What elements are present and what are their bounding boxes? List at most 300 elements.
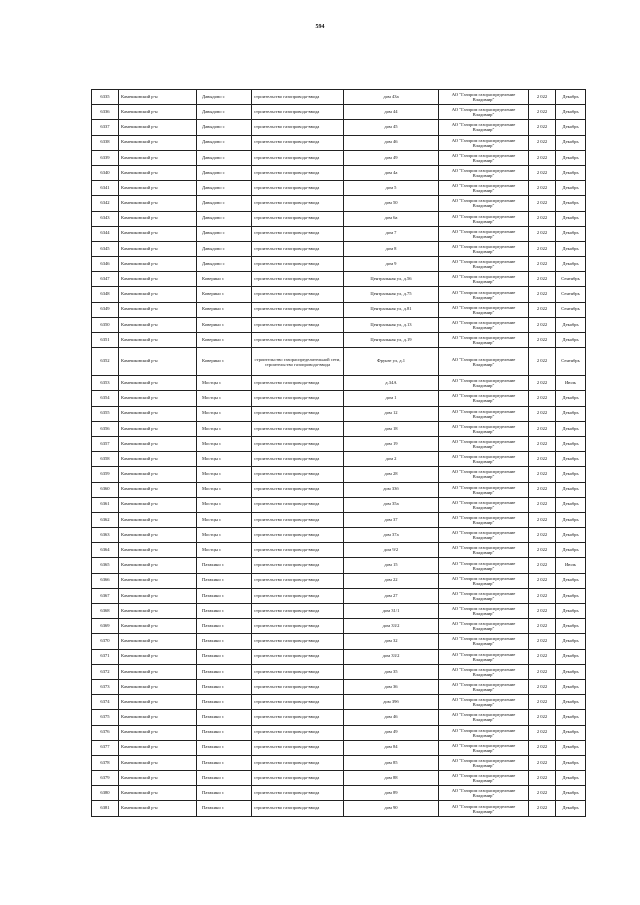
address-cell: дом 37 <box>344 512 439 527</box>
month-cell: Декабрь <box>556 664 586 679</box>
work-type-cell: строительство газопровода-ввода <box>252 391 344 406</box>
table-row <box>92 512 586 527</box>
month-cell: Декабрь <box>556 649 586 664</box>
address-cell: дом 31/1 <box>344 604 439 619</box>
work-type-cell: строительство газопровода-ввода <box>252 634 344 649</box>
work-type-cell: строительство газопровода-ввода <box>252 181 344 196</box>
month-cell: Сентябрь <box>556 272 586 287</box>
work-type-cell: строительство газопровода-ввода <box>252 786 344 801</box>
table-row <box>92 150 586 165</box>
month-cell: Декабрь <box>556 165 586 180</box>
organization-cell: АО "Газпром газораспределение Владимир" <box>439 634 529 649</box>
organization-cell: АО "Газпром газораспределение Владимир" <box>439 588 529 603</box>
organization-cell: АО "Газпром газораспределение Владимир" <box>439 679 529 694</box>
year-cell: 2 022 <box>529 710 556 725</box>
table-row <box>92 348 586 376</box>
organization-cell: АО "Газпром газораспределение Владимир" <box>439 558 529 573</box>
organization-cell: АО "Газпром газораспределение Владимир" <box>439 771 529 786</box>
row-number: 6365 <box>92 558 119 573</box>
work-type-cell: строительство газопровода-ввода <box>252 619 344 634</box>
table-row <box>92 543 586 558</box>
year-cell: 2 022 <box>529 211 556 226</box>
locality-cell: Мостцы с <box>197 421 252 436</box>
locality-cell: Патакино с <box>197 740 252 755</box>
table-row <box>92 391 586 406</box>
district-cell: Камешковский р-н <box>119 348 197 376</box>
work-type-cell: строительство газопровода-ввода <box>252 649 344 664</box>
row-number: 6367 <box>92 588 119 603</box>
address-cell: дом 18 <box>344 421 439 436</box>
month-cell: Декабрь <box>556 679 586 694</box>
work-type-cell: строительство газопровода-ввода <box>252 211 344 226</box>
month-cell: Сентябрь <box>556 302 586 317</box>
address-cell: дом 9/2 <box>344 543 439 558</box>
table-row <box>92 226 586 241</box>
work-type-cell: строительство газопровода-ввода <box>252 302 344 317</box>
organization-cell: АО "Газпром газораспределение Владимир" <box>439 196 529 211</box>
year-cell: 2 022 <box>529 482 556 497</box>
address-cell: дом 6а <box>344 211 439 226</box>
work-type-cell: строительство газопровода-ввода <box>252 679 344 694</box>
locality-cell: Патакино с <box>197 801 252 816</box>
organization-cell: АО "Газпром газораспределение Владимир" <box>439 376 529 391</box>
locality-cell: Давыдово с <box>197 150 252 165</box>
organization-cell: АО "Газпром газораспределение Владимир" <box>439 452 529 467</box>
organization-cell: АО "Газпром газораспределение Владимир" <box>439 150 529 165</box>
row-number: 6376 <box>92 725 119 740</box>
table-row <box>92 679 586 694</box>
organization-cell: АО "Газпром газораспределение Владимир" <box>439 436 529 451</box>
table-row <box>92 710 586 725</box>
work-type-cell: строительство газораспределительной сети, строительство газопровода-ввода <box>252 348 344 376</box>
row-number: 6337 <box>92 120 119 135</box>
work-type-cell: строительство газопровода-ввода <box>252 528 344 543</box>
address-cell: дом 90 <box>344 801 439 816</box>
district-cell: Камешковский р-н <box>119 287 197 302</box>
row-number: 6372 <box>92 664 119 679</box>
locality-cell: Мостцы с <box>197 467 252 482</box>
registry-body <box>92 90 586 817</box>
year-cell: 2 022 <box>529 543 556 558</box>
locality-cell: Мостцы с <box>197 436 252 451</box>
month-cell: Декабрь <box>556 482 586 497</box>
table-row <box>92 801 586 816</box>
table-row <box>92 649 586 664</box>
month-cell: Декабрь <box>556 226 586 241</box>
address-cell: дом 33/2 <box>344 619 439 634</box>
organization-cell: АО "Газпром газораспределение Владимир" <box>439 120 529 135</box>
year-cell: 2 022 <box>529 588 556 603</box>
table-row <box>92 317 586 332</box>
year-cell: 2 022 <box>529 105 556 120</box>
row-number: 6360 <box>92 482 119 497</box>
month-cell: Декабрь <box>556 573 586 588</box>
address-cell: дом 22 <box>344 573 439 588</box>
locality-cell: Патакино с <box>197 710 252 725</box>
work-type-cell: строительство газопровода-ввода <box>252 436 344 451</box>
year-cell: 2 022 <box>529 135 556 150</box>
address-cell: дом 33/2 <box>344 649 439 664</box>
year-cell: 2 022 <box>529 452 556 467</box>
locality-cell: Мостцы с <box>197 406 252 421</box>
year-cell: 2 022 <box>529 786 556 801</box>
locality-cell: Патакино с <box>197 588 252 603</box>
work-type-cell: строительство газопровода-ввода <box>252 497 344 512</box>
locality-cell: Коверино с <box>197 333 252 348</box>
organization-cell: АО "Газпром газораспределение Владимир" <box>439 241 529 256</box>
month-cell: Декабрь <box>556 725 586 740</box>
table-row <box>92 272 586 287</box>
row-number: 6347 <box>92 272 119 287</box>
locality-cell: Патакино с <box>197 664 252 679</box>
work-type-cell: строительство газопровода-ввода <box>252 421 344 436</box>
table-row <box>92 287 586 302</box>
address-cell: дом 19 <box>344 436 439 451</box>
row-number: 6353 <box>92 376 119 391</box>
page-number: 594 <box>315 24 325 30</box>
year-cell: 2 022 <box>529 421 556 436</box>
row-number: 6336 <box>92 105 119 120</box>
district-cell: Камешковский р-н <box>119 497 197 512</box>
table-row <box>92 376 586 391</box>
organization-cell: АО "Газпром газораспределение Владимир" <box>439 421 529 436</box>
organization-cell: АО "Газпром газораспределение Владимир" <box>439 528 529 543</box>
month-cell: Декабрь <box>556 604 586 619</box>
organization-cell: АО "Газпром газораспределение Владимир" <box>439 649 529 664</box>
year-cell: 2 022 <box>529 725 556 740</box>
district-cell: Камешковский р-н <box>119 105 197 120</box>
year-cell: 2 022 <box>529 226 556 241</box>
organization-cell: АО "Газпром газораспределение Владимир" <box>439 467 529 482</box>
year-cell: 2 022 <box>529 150 556 165</box>
organization-cell: АО "Газпром газораспределение Владимир" <box>439 482 529 497</box>
row-number: 6348 <box>92 287 119 302</box>
organization-cell: АО "Газпром газораспределение Владимир" <box>439 257 529 272</box>
locality-cell: Патакино с <box>197 573 252 588</box>
table-row <box>92 241 586 256</box>
year-cell: 2 022 <box>529 497 556 512</box>
work-type-cell: строительство газопровода-ввода <box>252 725 344 740</box>
locality-cell: Давыдово с <box>197 105 252 120</box>
month-cell: Декабрь <box>556 695 586 710</box>
month-cell: Декабрь <box>556 317 586 332</box>
address-cell: дом 85 <box>344 755 439 770</box>
row-number: 6374 <box>92 695 119 710</box>
locality-cell: Давыдово с <box>197 211 252 226</box>
row-number: 6363 <box>92 528 119 543</box>
table-row <box>92 467 586 482</box>
year-cell: 2 022 <box>529 90 556 105</box>
district-cell: Камешковский р-н <box>119 467 197 482</box>
district-cell: Камешковский р-н <box>119 376 197 391</box>
row-number: 6356 <box>92 421 119 436</box>
address-cell: дом 9 <box>344 257 439 272</box>
locality-cell: Патакино с <box>197 558 252 573</box>
row-number: 6340 <box>92 165 119 180</box>
month-cell: Декабрь <box>556 90 586 105</box>
locality-cell: Патакино с <box>197 695 252 710</box>
year-cell: 2 022 <box>529 120 556 135</box>
locality-cell: Коверино с <box>197 317 252 332</box>
locality-cell: Давыдово с <box>197 241 252 256</box>
locality-cell: Коверино с <box>197 302 252 317</box>
month-cell: Декабрь <box>556 588 586 603</box>
year-cell: 2 022 <box>529 558 556 573</box>
table-row <box>92 528 586 543</box>
address-cell: дом 45 <box>344 120 439 135</box>
table-row <box>92 257 586 272</box>
district-cell: Камешковский р-н <box>119 740 197 755</box>
row-number: 6352 <box>92 348 119 376</box>
year-cell: 2 022 <box>529 287 556 302</box>
work-type-cell: строительство газопровода-ввода <box>252 695 344 710</box>
organization-cell: АО "Газпром газораспределение Владимир" <box>439 695 529 710</box>
district-cell: Камешковский р-н <box>119 695 197 710</box>
organization-cell: АО "Газпром газораспределение Владимир" <box>439 604 529 619</box>
work-type-cell: строительство газопровода-ввода <box>252 135 344 150</box>
year-cell: 2 022 <box>529 679 556 694</box>
locality-cell: Мостцы с <box>197 376 252 391</box>
address-cell: дом 27 <box>344 588 439 603</box>
table-row <box>92 196 586 211</box>
locality-cell: Патакино с <box>197 634 252 649</box>
table-row <box>92 771 586 786</box>
row-number: 6369 <box>92 619 119 634</box>
locality-cell: Давыдово с <box>197 120 252 135</box>
district-cell: Камешковский р-н <box>119 90 197 105</box>
work-type-cell: строительство газопровода-ввода <box>252 588 344 603</box>
table-row <box>92 497 586 512</box>
year-cell: 2 022 <box>529 619 556 634</box>
organization-cell: АО "Газпром газораспределение Владимир" <box>439 105 529 120</box>
row-number: 6370 <box>92 634 119 649</box>
year-cell: 2 022 <box>529 348 556 376</box>
table-row <box>92 588 586 603</box>
district-cell: Камешковский р-н <box>119 135 197 150</box>
organization-cell: АО "Газпром газораспределение Владимир" <box>439 165 529 180</box>
district-cell: Камешковский р-н <box>119 406 197 421</box>
row-number: 6379 <box>92 771 119 786</box>
month-cell: Декабрь <box>556 619 586 634</box>
locality-cell: Давыдово с <box>197 90 252 105</box>
district-cell: Камешковский р-н <box>119 482 197 497</box>
month-cell: Декабрь <box>556 771 586 786</box>
district-cell: Камешковский р-н <box>119 786 197 801</box>
year-cell: 2 022 <box>529 406 556 421</box>
organization-cell: АО "Газпром газораспределение Владимир" <box>439 406 529 421</box>
locality-cell: Патакино с <box>197 725 252 740</box>
year-cell: 2 022 <box>529 317 556 332</box>
work-type-cell: строительство газопровода-ввода <box>252 755 344 770</box>
row-number: 6355 <box>92 406 119 421</box>
district-cell: Камешковский р-н <box>119 257 197 272</box>
month-cell: Декабрь <box>556 391 586 406</box>
row-number: 6341 <box>92 181 119 196</box>
work-type-cell: строительство газопровода-ввода <box>252 165 344 180</box>
table-row <box>92 120 586 135</box>
row-number: 6362 <box>92 512 119 527</box>
district-cell: Камешковский р-н <box>119 755 197 770</box>
work-type-cell: строительство газопровода-ввода <box>252 482 344 497</box>
address-cell: дом 50 <box>344 196 439 211</box>
month-cell: Декабрь <box>556 634 586 649</box>
organization-cell: АО "Газпром газораспределение Владимир" <box>439 391 529 406</box>
locality-cell: Давыдово с <box>197 257 252 272</box>
year-cell: 2 022 <box>529 664 556 679</box>
locality-cell: Мостцы с <box>197 482 252 497</box>
locality-cell: Патакино с <box>197 755 252 770</box>
row-number: 6375 <box>92 710 119 725</box>
row-number: 6343 <box>92 211 119 226</box>
work-type-cell: строительство газопровода-ввода <box>252 241 344 256</box>
district-cell: Камешковский р-н <box>119 543 197 558</box>
month-cell: Декабрь <box>556 755 586 770</box>
table-row <box>92 573 586 588</box>
organization-cell: АО "Газпром газораспределение Владимир" <box>439 287 529 302</box>
address-cell: дом 46 <box>344 710 439 725</box>
locality-cell: Патакино с <box>197 649 252 664</box>
year-cell: 2 022 <box>529 257 556 272</box>
month-cell: Декабрь <box>556 452 586 467</box>
month-cell: Декабрь <box>556 105 586 120</box>
district-cell: Камешковский р-н <box>119 436 197 451</box>
organization-cell: АО "Газпром газораспределение Владимир" <box>439 725 529 740</box>
table-row <box>92 604 586 619</box>
month-cell: Декабрь <box>556 120 586 135</box>
table-row <box>92 105 586 120</box>
row-number: 6368 <box>92 604 119 619</box>
table-row <box>92 165 586 180</box>
month-cell: Декабрь <box>556 241 586 256</box>
locality-cell: Давыдово с <box>197 226 252 241</box>
locality-cell: Коверино с <box>197 287 252 302</box>
locality-cell: Коверино с <box>197 272 252 287</box>
locality-cell: Патакино с <box>197 771 252 786</box>
row-number: 6364 <box>92 543 119 558</box>
row-number: 6377 <box>92 740 119 755</box>
address-cell: Центральная ул, д.81 <box>344 302 439 317</box>
row-number: 6381 <box>92 801 119 816</box>
locality-cell: Мостцы с <box>197 452 252 467</box>
work-type-cell: строительство газопровода-ввода <box>252 272 344 287</box>
address-cell: дом 33б <box>344 482 439 497</box>
address-cell: дом 43а <box>344 90 439 105</box>
table-row <box>92 211 586 226</box>
district-cell: Камешковский р-н <box>119 452 197 467</box>
table-row <box>92 482 586 497</box>
row-number: 6358 <box>92 452 119 467</box>
locality-cell: Патакино с <box>197 679 252 694</box>
year-cell: 2 022 <box>529 695 556 710</box>
row-number: 6366 <box>92 573 119 588</box>
month-cell: Декабрь <box>556 211 586 226</box>
address-cell: дом 12 <box>344 406 439 421</box>
year-cell: 2 022 <box>529 241 556 256</box>
month-cell: Декабрь <box>556 528 586 543</box>
work-type-cell: строительство газопровода-ввода <box>252 150 344 165</box>
address-cell: дом 15 <box>344 558 439 573</box>
row-number: 6346 <box>92 257 119 272</box>
month-cell: Июль <box>556 376 586 391</box>
row-number: 6339 <box>92 150 119 165</box>
organization-cell: АО "Газпром газораспределение Владимир" <box>439 272 529 287</box>
month-cell: Декабрь <box>556 467 586 482</box>
address-cell: дом 44 <box>344 105 439 120</box>
address-cell: дом 88 <box>344 771 439 786</box>
work-type-cell: строительство газопровода-ввода <box>252 105 344 120</box>
district-cell: Камешковский р-н <box>119 679 197 694</box>
month-cell: Декабрь <box>556 740 586 755</box>
district-cell: Камешковский р-н <box>119 165 197 180</box>
work-type-cell: строительство газопровода-ввода <box>252 801 344 816</box>
table-row <box>92 558 586 573</box>
district-cell: Камешковский р-н <box>119 801 197 816</box>
work-type-cell: строительство газопровода-ввода <box>252 196 344 211</box>
month-cell: Июль <box>556 558 586 573</box>
work-type-cell: строительство газопровода-ввода <box>252 333 344 348</box>
table-row <box>92 333 586 348</box>
address-cell: дом 4а <box>344 165 439 180</box>
work-type-cell: строительство газопровода-ввода <box>252 573 344 588</box>
year-cell: 2 022 <box>529 196 556 211</box>
year-cell: 2 022 <box>529 634 556 649</box>
locality-cell: Давыдово с <box>197 165 252 180</box>
address-cell: дом 2 <box>344 452 439 467</box>
month-cell: Декабрь <box>556 512 586 527</box>
year-cell: 2 022 <box>529 376 556 391</box>
table-row <box>92 452 586 467</box>
row-number: 6350 <box>92 317 119 332</box>
year-cell: 2 022 <box>529 528 556 543</box>
address-cell: дом 32 <box>344 634 439 649</box>
work-type-cell: строительство газопровода-ввода <box>252 90 344 105</box>
district-cell: Камешковский р-н <box>119 333 197 348</box>
row-number: 6361 <box>92 497 119 512</box>
locality-cell: Патакино с <box>197 619 252 634</box>
district-cell: Камешковский р-н <box>119 421 197 436</box>
row-number: 6335 <box>92 90 119 105</box>
work-type-cell: строительство газопровода-ввода <box>252 120 344 135</box>
district-cell: Камешковский р-н <box>119 649 197 664</box>
organization-cell: АО "Газпром газораспределение Владимир" <box>439 543 529 558</box>
district-cell: Камешковский р-н <box>119 120 197 135</box>
work-type-cell: строительство газопровода-ввода <box>252 771 344 786</box>
organization-cell: АО "Газпром газораспределение Владимир" <box>439 226 529 241</box>
work-type-cell: строительство газопровода-ввода <box>252 452 344 467</box>
month-cell: Сентябрь <box>556 287 586 302</box>
month-cell: Декабрь <box>556 543 586 558</box>
locality-cell: Мостцы с <box>197 543 252 558</box>
district-cell: Камешковский р-н <box>119 771 197 786</box>
year-cell: 2 022 <box>529 801 556 816</box>
table-row <box>92 135 586 150</box>
work-type-cell: строительство газопровода-ввода <box>252 604 344 619</box>
locality-cell: Давыдово с <box>197 135 252 150</box>
year-cell: 2 022 <box>529 740 556 755</box>
address-cell: Центральная ул, д.75 <box>344 287 439 302</box>
address-cell: дом 46 <box>344 135 439 150</box>
work-type-cell: строительство газопровода-ввода <box>252 740 344 755</box>
address-cell: Фрунзе ул, д.1 <box>344 348 439 376</box>
row-number: 6357 <box>92 436 119 451</box>
row-number: 6344 <box>92 226 119 241</box>
district-cell: Камешковский р-н <box>119 664 197 679</box>
month-cell: Сентябрь <box>556 348 586 376</box>
address-cell: дом 84 <box>344 740 439 755</box>
month-cell: Декабрь <box>556 257 586 272</box>
address-cell: Центральная ул, д.13 <box>344 317 439 332</box>
row-number: 6373 <box>92 679 119 694</box>
